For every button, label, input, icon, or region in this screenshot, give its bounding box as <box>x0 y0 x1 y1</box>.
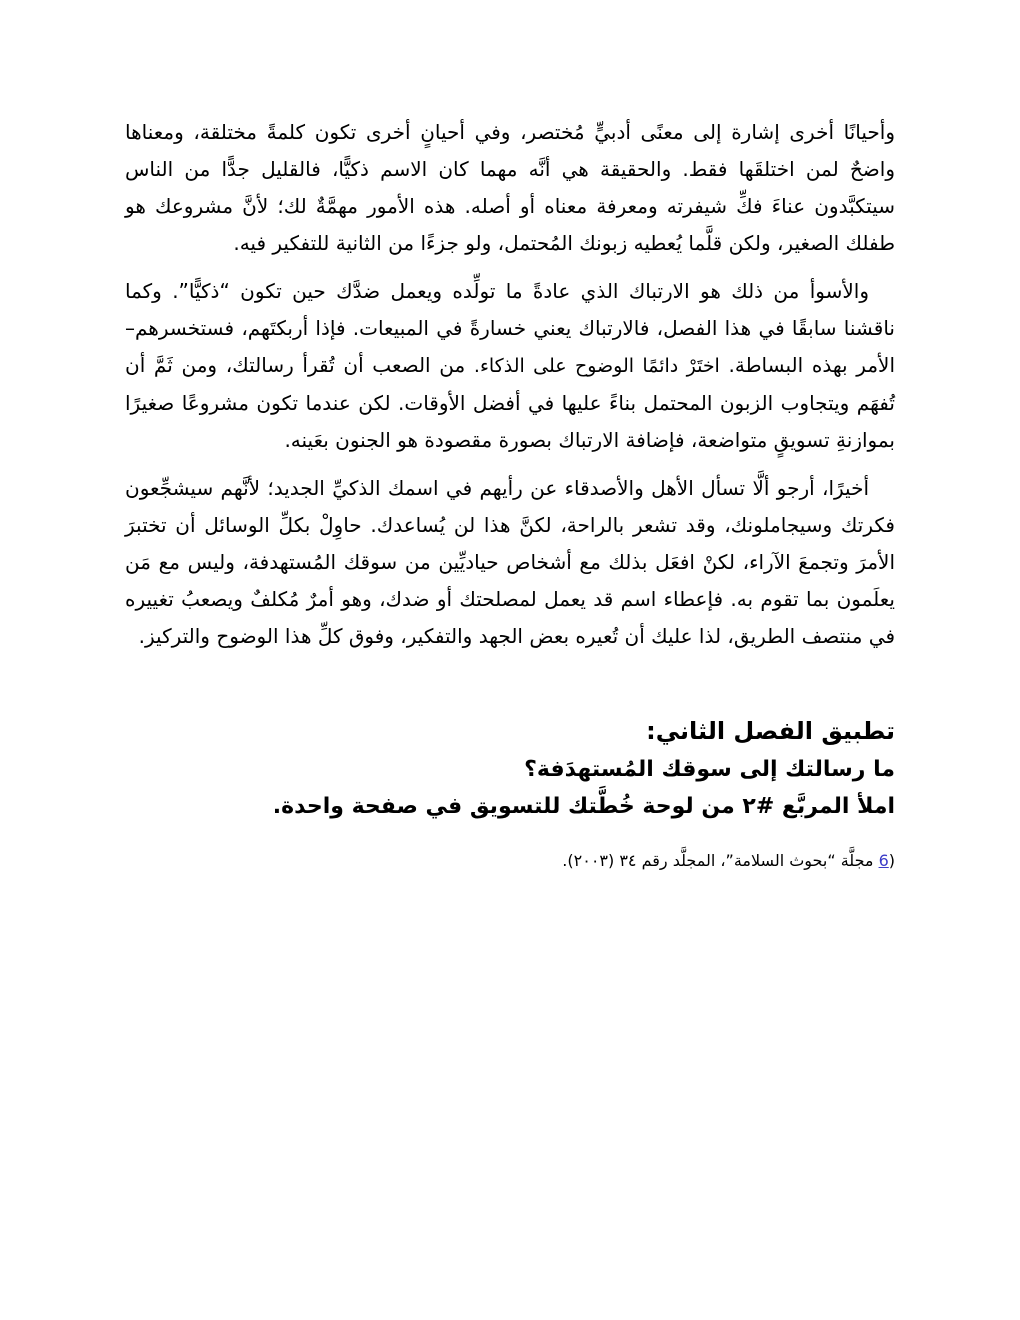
chapter-application-section <box>125 711 895 825</box>
application-instruction: املأ المربَّع #٢ من لوحة خُطَّتك للتسويق في صفحة واحدة. <box>272 794 895 819</box>
footnote-text: مجلَّة “بحوث السلامة”، المجلَّد رقم ٣٤ (٢٠٠٣). <box>562 851 879 870</box>
footnote <box>125 849 895 873</box>
paragraph-2-emphasized-phrase: اختَرْ دائمًا الوضوح على الذكاء. <box>473 355 720 377</box>
body-text-block <box>125 114 895 655</box>
paragraph-2 <box>125 273 895 459</box>
footnote-marker-link[interactable]: 6 <box>878 851 889 870</box>
paragraph-2-text-pre: والأسوأ من ذلك هو الارتباك الذي عادةً ما تولِّده ويعمل ضدَّك حين تكون “ذكيًّا”. وكما ناقشنا سابقًا في هذا الفصل، فالارتباك يعني خسارةً في المبيعات. فإذا أربكتَهم، فستخسرهم– الأمر بهذه البساطة. <box>125 279 895 377</box>
paragraph-1-text: وأحيانًا أخرى إشارة إلى معنًى أدبيٍّ مُختصر، وفي أحيانٍ أخرى تكون كلمةً مختلقة، ومعناها واضحٌ لمن اختلقَها فقط. والحقيقة هي أنَّه مهما كان الاسم ذكيًّا، فالقليل جدًّا من الناس سيتكبَّدون عناءَ فكِّ شيفرته ومعرفة معناه أو أصله. هذه الأمور مهمَّةٌ لك؛ لأنَّ مشروعك هو طفلك الصغير، ولكن قلَّما يُعطيه زبونك المُحتمل، ولو جزءًا من الثانية للتفكير فيه. <box>125 120 895 255</box>
paragraph-3 <box>125 470 895 655</box>
paragraph-3-text: أخيرًا، أرجو ألَّا تسأل الأهل والأصدقاء عن رأيهم في اسمك الذكيِّ الجديد؛ لأنَّهم سيشجِّعون فكرتك وسيجاملونك، وقد تشعر بالراحة، لكنَّ هذا لن يُساعدك. حاوِلْ بكلِّ الوسائل أن تختبرَ الأمرَ وتجمعَ الآراء، لكنْ افعَل بذلك مع أشخاص حياديِّين من سوقك المُستهدفة، وليس مع مَن يعلَمون بما تقوم به. فإعطاء اسم قد يعمل لمصلحتك أو ضدك، وهو أمرٌ مُكلفٌ ويصعبُ تغييره في منتصف الطريق، لذا عليك أن تُعيره بعض الجهد والتفكير، وفوق كلِّ هذا الوضوح والتركيز. <box>125 476 895 648</box>
application-section-title: تطبيق الفصل الثاني: <box>646 717 895 745</box>
footnote-marker-group <box>879 851 895 870</box>
application-question: ما رسالتك إلى سوقك المُستهدَفة؟ <box>524 757 895 782</box>
footnote-paren: ) <box>888 851 895 870</box>
paragraph-2-text-post: من الصعب أن تُقرأ رسالتك، ومن ثَمَّ أن تُفهَم ويتجاوب الزبون المحتمل بناءً عليها في أفضل الأوقات. لكن عندما تكون مشروعًا صغيرًا بموازنةِ تسويقٍ متواضعة، فإضافة الارتباك بصورة مقصودة هو الجنون بعَينه. <box>125 353 895 452</box>
paragraph-1 <box>125 114 895 262</box>
